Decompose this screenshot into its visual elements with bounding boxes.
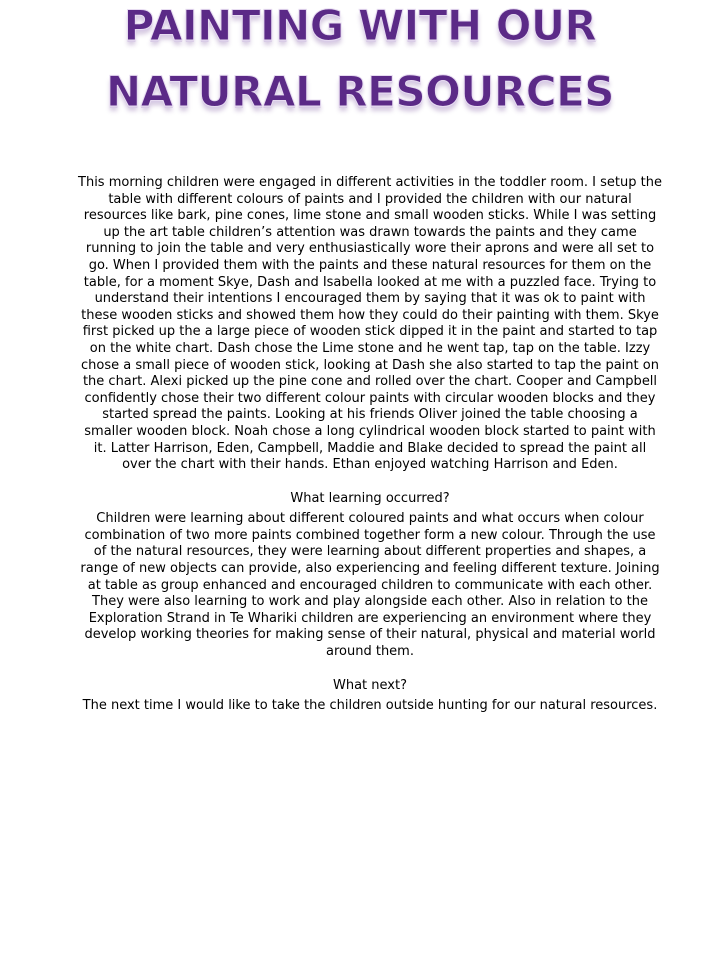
page-title xyxy=(0,0,720,135)
observation-paragraph: This morning children were engaged in different activities in the toddler room. I setup the table with different colours of paints and I provided the children with our natural resources like bark, pine cones, lime stone and small wooden sticks. While I was setting up the art table children’s attention was drawn towards the paints and they came running to join the table and very enthusiastically wore their aprons and were all set to go. When I provided them with the paints and these natural resources for them on the table, for a moment Skye, Dash and Isabella looked at me with a puzzled face. Trying to understand their intentions I encouraged them by saying that it was ok to paint with these wooden sticks and showed them how they could do their painting with them. Skye first picked up the a large piece of wooden stick dipped it in the paint and started to tap on the white chart. Dash chose the Lime stone and he went tap, tap on the table. Izzy chose a small piece of wooden stick, looking at Dash she also started to tap the paint on the chart. Alexi picked up the pine cone and rolled over the chart. Cooper and Campbell confidently chose their two different colour paints with circular wooden blocks and they started spread the paints. Looking at his friends Oliver joined the table choosing a smaller wooden block. Noah chose a long cylindrical wooden block started to paint with it. Latter Harrison, Eden, Campbell, Maddie and Blake decided to spread the paint all over the chart with their hands. Ethan enjoyed watching Harrison and Eden. xyxy=(78,175,662,473)
title-line-2: NATURAL RESOURCES xyxy=(105,67,615,116)
learning-heading: What learning occurred? xyxy=(290,490,450,506)
next-paragraph: The next time I would like to take the children outside hunting for our natural resources. xyxy=(82,698,658,714)
next-heading: What next? xyxy=(333,677,407,693)
section-spacer xyxy=(78,661,662,678)
learning-paragraph: Children were learning about different coloured paints and what occurs when colour combination of two more paints combined together form a new colour. Through the use of the natural resources, they were learning about different properties and shapes, a range of new objects can provide, also experiencing and feeling different texture. Joining at table as group enhanced and encouraged children to communicate with each other. They were also learning to work and play alongside each other. Also in relation to the Exploration Strand in Te Whariki children are experiencing an environment where they develop working theories for making sense of their natural, physical and material world around them. xyxy=(80,511,660,660)
title-line-1: PAINTING WITH OUR xyxy=(123,1,597,50)
section-spacer xyxy=(78,474,662,491)
document-body xyxy=(78,175,662,715)
